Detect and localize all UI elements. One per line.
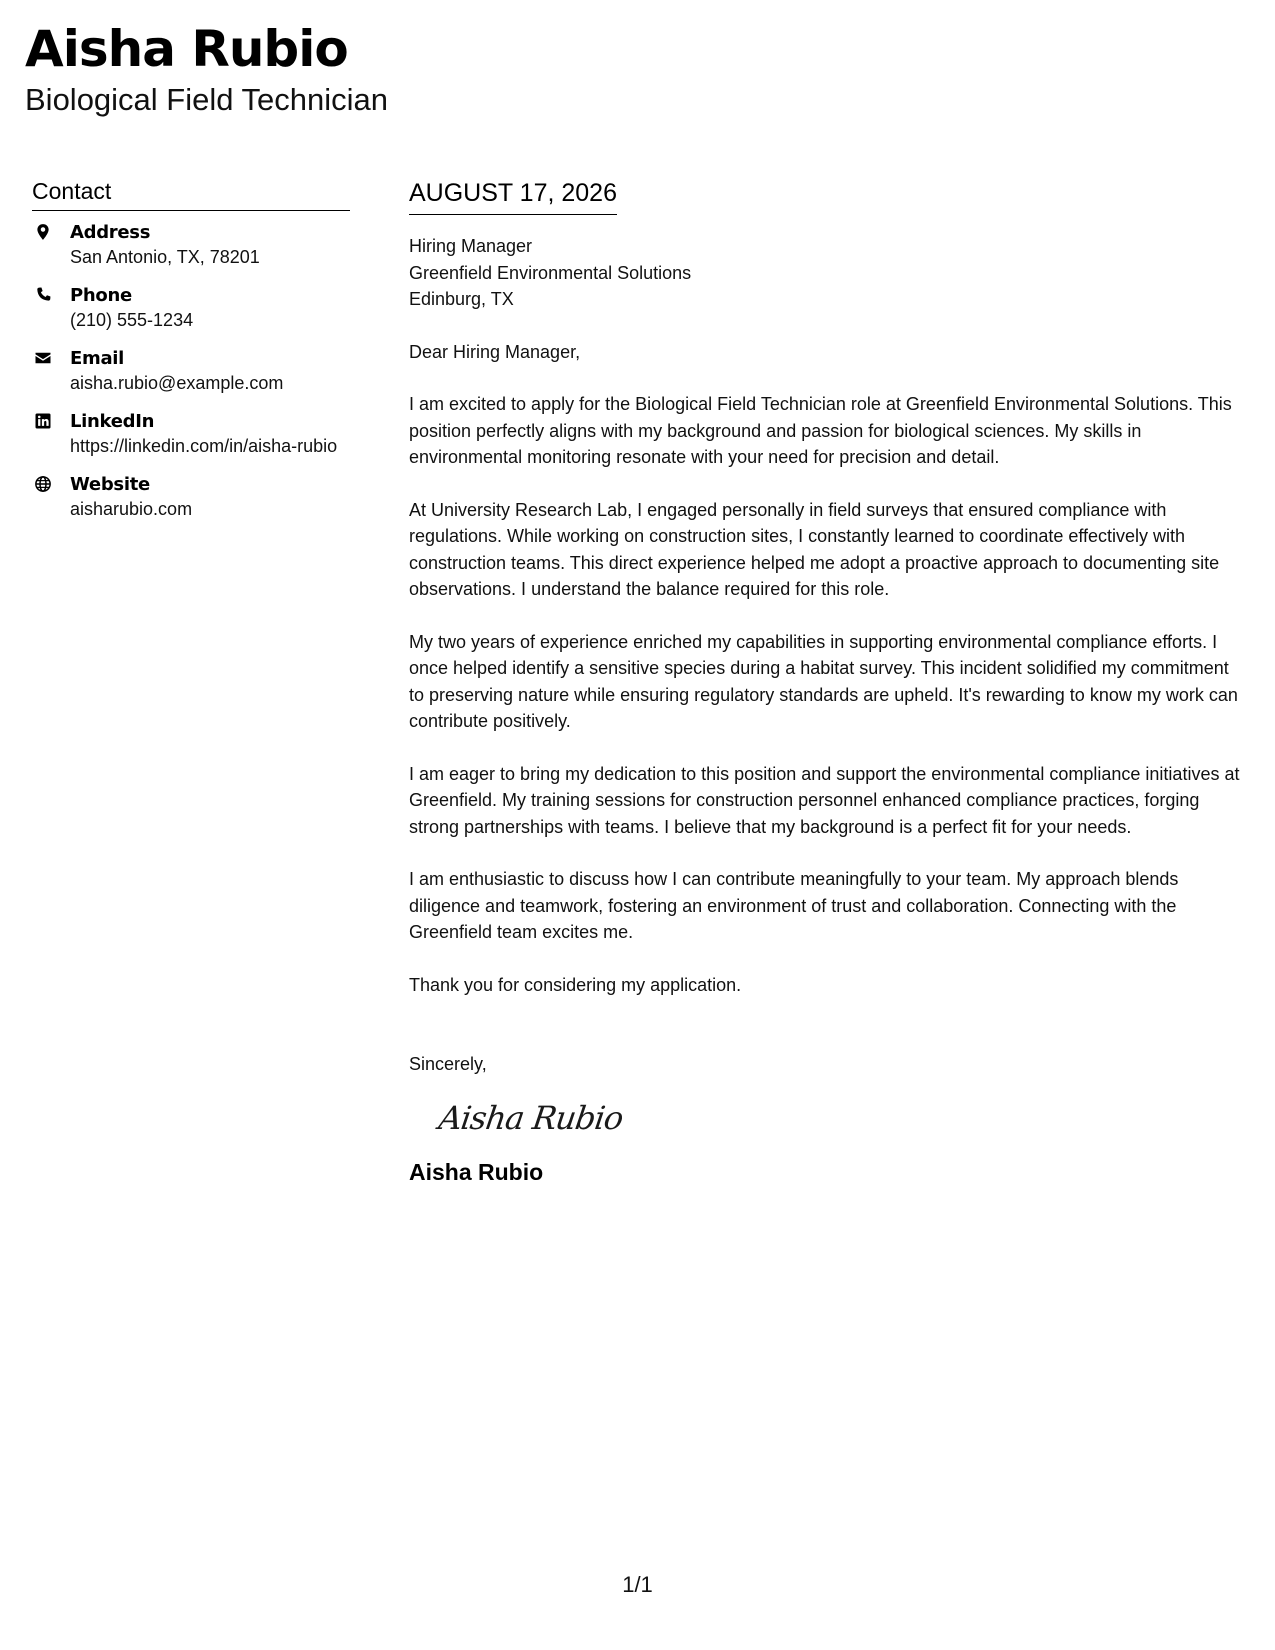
thank-you-line: Thank you for considering my application. [409, 974, 742, 995]
linkedin-link[interactable]: https://linkedin.com/in/aisha-rubio [70, 435, 338, 456]
body-paragraph: I am enthusiastic to discuss how I can contribute meaningfully to your team. My approach blends diligence and teamwork, fostering an environment of trust and collaboration. Connecting with the Greenfield team excites me. [409, 869, 1179, 942]
handwritten-signature: Aisha Rubio [436, 1098, 626, 1137]
contact-item-email [32, 347, 350, 395]
envelope-icon [33, 349, 53, 369]
job-title: Biological Field Technician [25, 82, 389, 117]
contact-sidebar [32, 178, 350, 536]
applicant-name: Aisha Rubio [25, 20, 348, 78]
recipient-company: Greenfield Environmental Solutions [409, 262, 692, 283]
body-paragraph: I am excited to apply for the Biological Field Technician role at Greenfield Environmental Solutions. This position perfectly aligns with my background and passion for biological sciences. My skills in environmental monitoring resonate with your need for precision and detail. [409, 394, 1232, 467]
contact-label: Website [70, 473, 150, 495]
closing: Sincerely, [409, 1054, 487, 1074]
map-pin-icon [33, 223, 53, 243]
signer-name: Aisha Rubio [409, 1159, 544, 1186]
contact-item-linkedin [32, 410, 350, 458]
contact-label: Phone [70, 284, 132, 306]
contact-label: LinkedIn [70, 410, 155, 432]
recipient-block [409, 233, 1244, 313]
phone-icon [33, 286, 53, 306]
contact-list [32, 221, 350, 521]
body-paragraph: At University Research Lab, I engaged personally in field surveys that ensured compliance with regulations. While working on construction sites, I constantly learned to coordinate effectively with construction teams. This direct experience helped me adopt a proactive approach to documenting site observations. I understand the balance required for this role. [409, 499, 1220, 599]
letter-date: AUGUST 17, 2026 [409, 178, 617, 215]
contact-label: Email [70, 347, 125, 369]
recipient-name: Hiring Manager [409, 236, 533, 256]
contact-heading: Contact [32, 178, 350, 211]
body-paragraph: My two years of experience enriched my capabilities in supporting environmental compliance efforts. I once helped identify a sensitive species during a habitat survey. This incident solidified my commitment to preserving nature while ensuring regulatory standards are upheld. It's rewarding to know my work can contribute positively. [409, 631, 1238, 731]
recipient-location: Edinburg, TX [409, 289, 514, 309]
body-paragraph: I am eager to bring my dedication to this position and support the environmental compliance initiatives at Greenfield. My training sessions for construction personnel enhanced compliance practices, forging strong partnerships with teams. I believe that my background is a perfect fit for your needs. [409, 763, 1240, 837]
linkedin-icon [33, 412, 53, 432]
salutation: Dear Hiring Manager, [409, 341, 581, 362]
phone-value: (210) 555-1234 [70, 309, 194, 330]
website-link[interactable]: aisharubio.com [70, 498, 193, 519]
letter-body [409, 178, 1244, 1187]
contact-item-phone [32, 284, 350, 332]
globe-icon [33, 475, 53, 495]
contact-item-address [32, 221, 350, 269]
contact-label: Address [70, 221, 151, 243]
address-value: San Antonio, TX, 78201 [70, 246, 260, 267]
contact-item-website [32, 473, 350, 521]
page-number: 1/1 [622, 1572, 653, 1597]
email-link[interactable]: aisha.rubio@example.com [70, 372, 284, 393]
